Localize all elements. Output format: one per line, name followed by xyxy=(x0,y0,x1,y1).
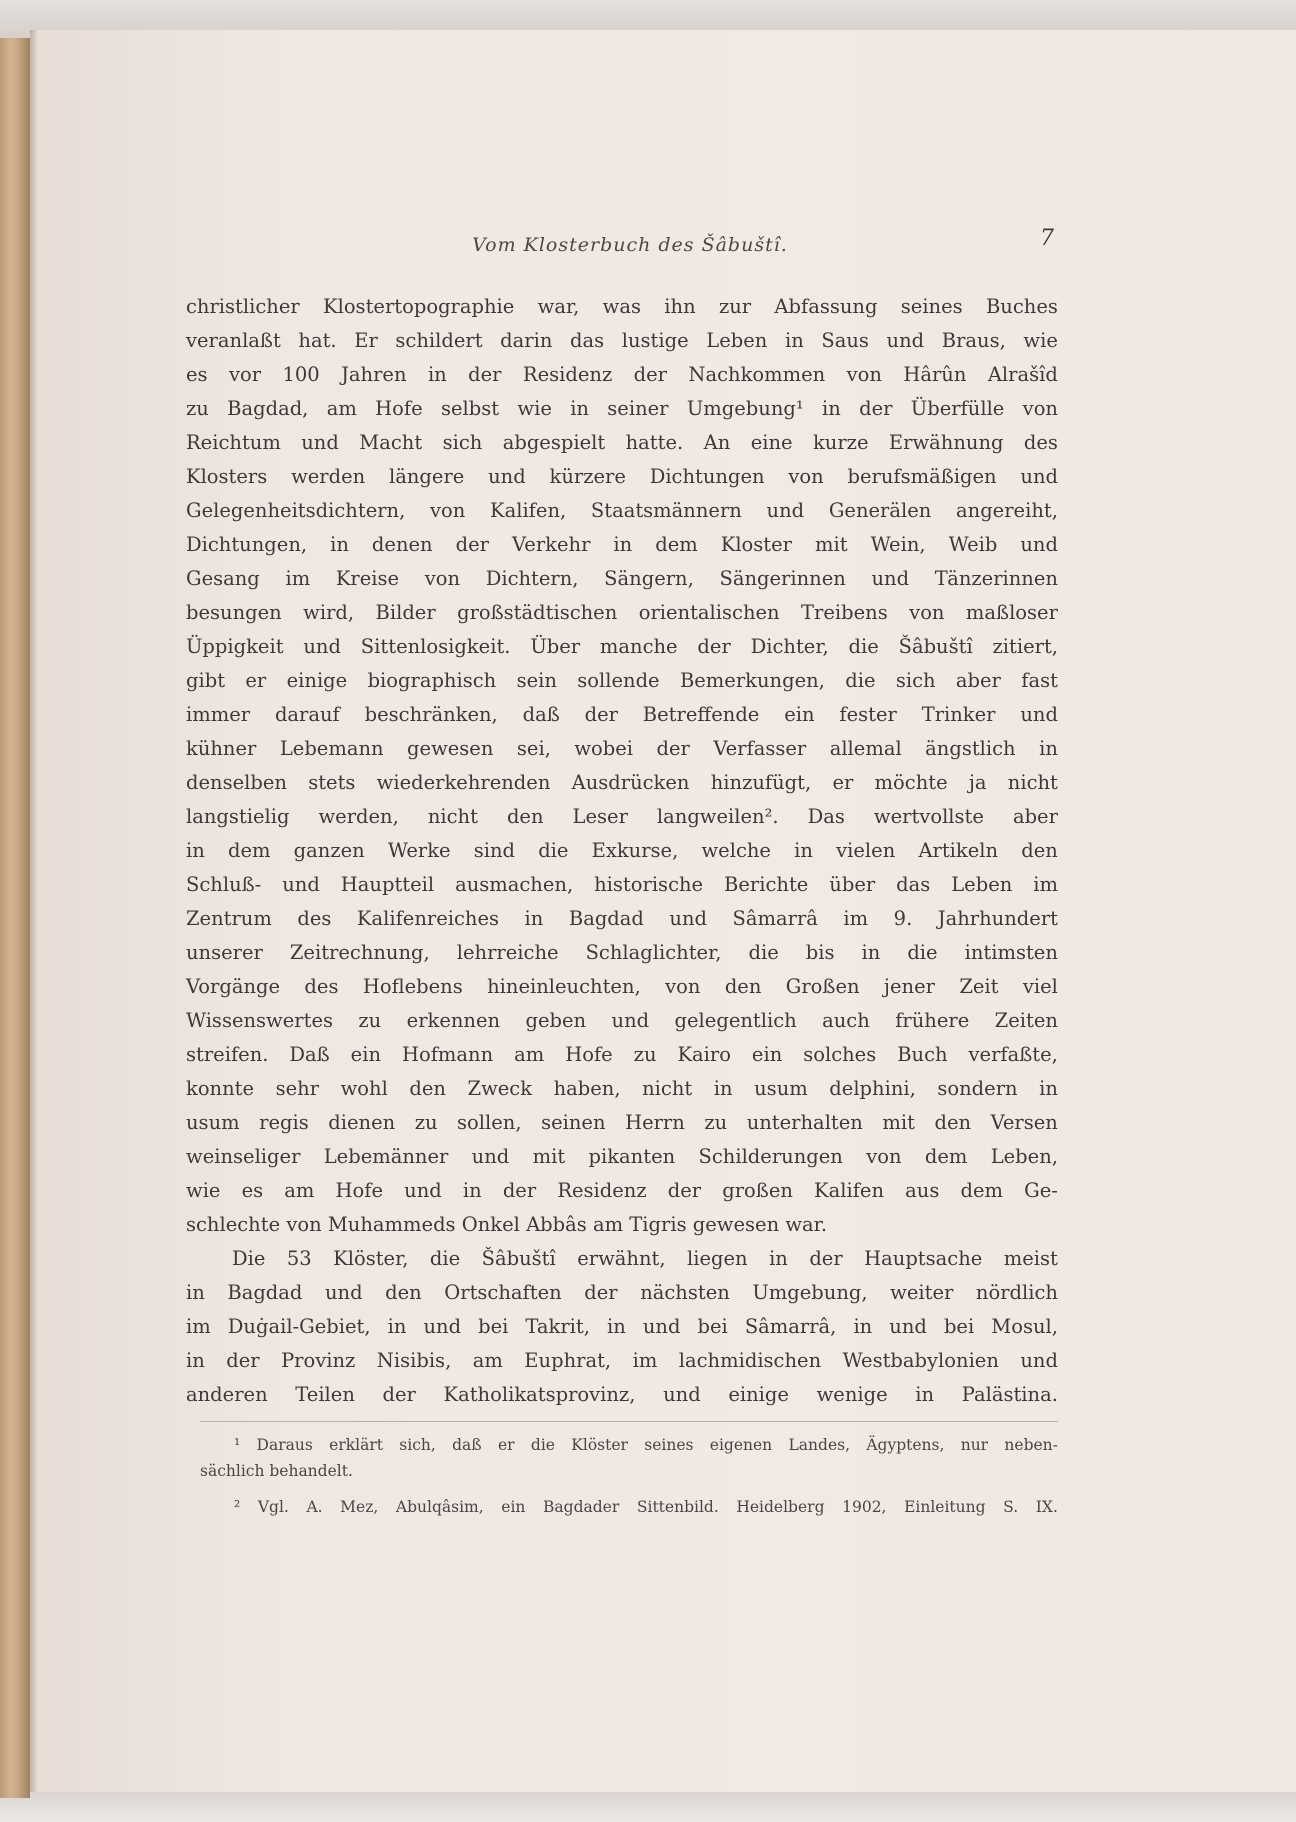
text-line: immer darauf beschränken, daß der Betreffende ein fester Trinker und xyxy=(186,703,1058,726)
text-line: Schluß- und Hauptteil ausmachen, historische Berichte über das Leben im xyxy=(186,873,1058,896)
text-line: Klosters werden längere und kürzere Dichtungen von berufsmäßigen und xyxy=(186,465,1058,488)
text-line: denselben stets wiederkehrenden Ausdrücken hinzufügt, er möchte ja nicht xyxy=(186,771,1058,794)
text-line: Wissenswertes zu erkennen geben und gelegentlich auch frühere Zeiten xyxy=(186,1009,1058,1032)
text-line: es vor 100 Jahren in der Residenz der Nachkommen von Hârûn Alrašîd xyxy=(186,363,1058,386)
text-line: Vorgänge des Hoflebens hineinleuchten, von den Großen jener Zeit viel xyxy=(186,975,1058,998)
footnote-line: sächlich behandelt. xyxy=(200,1462,353,1480)
book-spine xyxy=(0,38,30,1798)
text-line: christlicher Klostertopographie war, was ihn zur Abfassung seines Buches xyxy=(186,295,1058,318)
text-line: usum regis dienen zu sollen, seinen Herrn zu unterhalten mit den Versen xyxy=(186,1111,1058,1134)
text-line: Gesang im Kreise von Dichtern, Sängern, Sängerinnen und Tänzerinnen xyxy=(186,567,1058,590)
footnote-rule xyxy=(200,1421,1058,1422)
text-line: gibt er einige biographisch sein sollende Bemerkungen, die sich aber fast xyxy=(186,669,1058,692)
text-line: Reichtum und Macht sich abgespielt hatte. An eine kurze Erwähnung des xyxy=(186,431,1058,454)
page-gutter-shadow xyxy=(30,30,38,1792)
footnote-line: ¹ Daraus erklärt sich, daß er die Klöster seines eigenen Landes, Ägyptens, nur neben- xyxy=(234,1436,1058,1454)
text-line: kühner Lebemann gewesen sei, wobei der Verfasser allemal ängstlich in xyxy=(186,737,1058,760)
text-line: Die 53 Klöster, die Šâbuštî erwähnt, liegen in der Hauptsache meist xyxy=(232,1247,1058,1270)
text-line: zu Bagdad, am Hofe selbst wie in seiner Umgebung¹ in der Überfülle von xyxy=(186,397,1058,420)
text-line: langstielig werden, nicht den Leser langweilen². Das wertvollste aber xyxy=(186,805,1058,828)
page-number: 7 xyxy=(1040,226,1054,251)
text-line: anderen Teilen der Katholikatsprovinz, und einige wenige in Palästina. xyxy=(186,1383,1058,1406)
footnotes xyxy=(200,1432,1058,1520)
text-line: schlechte von Muhammeds Onkel Abbâs am Tigris gewesen war. xyxy=(186,1213,828,1236)
footnote-line: ² Vgl. A. Mez, Abulqâsim, ein Bagdader Sittenbild. Heidelberg 1902, Einleitung S. IX. xyxy=(234,1498,1058,1516)
text-line: streifen. Daß ein Hofmann am Hofe zu Kairo ein solches Buch verfaßte, xyxy=(186,1043,1058,1066)
text-line: Dichtungen, in denen der Verkehr in dem Kloster mit Wein, Weib und xyxy=(186,533,1058,556)
text-line: unserer Zeitrechnung, lehrreiche Schlaglichter, die bis in die intimsten xyxy=(186,941,1058,964)
text-line: konnte sehr wohl den Zweck haben, nicht in usum delphini, sondern in xyxy=(186,1077,1058,1100)
text-line: im Duġail-Gebiet, in und bei Takrit, in und bei Sâmarrâ, in und bei Mosul, xyxy=(186,1315,1058,1338)
text-line: Gelegenheitsdichtern, von Kalifen, Staatsmännern und Generälen angereiht, xyxy=(186,499,1058,522)
text-line: wie es am Hofe und in der Residenz der großen Kalifen aus dem Ge- xyxy=(186,1179,1058,1202)
text-line: Üppigkeit und Sittenlosigkeit. Über manche der Dichter, die Šâbuštî zitiert, xyxy=(186,635,1058,658)
text-line: besungen wird, Bilder großstädtischen orientalischen Treibens von maßloser xyxy=(186,601,1058,624)
text-line: in Bagdad und den Ortschaften der nächsten Umgebung, weiter nördlich xyxy=(186,1281,1058,1304)
body-text xyxy=(186,290,1058,1412)
text-line: veranlaßt hat. Er schildert darin das lustige Leben in Saus und Braus, wie xyxy=(186,329,1058,352)
text-line: Zentrum des Kalifenreiches in Bagdad und Sâmarrâ im 9. Jahrhundert xyxy=(186,907,1058,930)
text-line: weinseliger Lebemänner und mit pikanten Schilderungen von dem Leben, xyxy=(186,1145,1058,1168)
text-line: in der Provinz Nisibis, am Euphrat, im lachmidischen Westbabylonien und xyxy=(186,1349,1058,1372)
text-line: in dem ganzen Werke sind die Exkurse, welche in vielen Artikeln den xyxy=(186,839,1058,862)
running-head: Vom Klosterbuch des Šâbuštî. xyxy=(472,234,788,256)
